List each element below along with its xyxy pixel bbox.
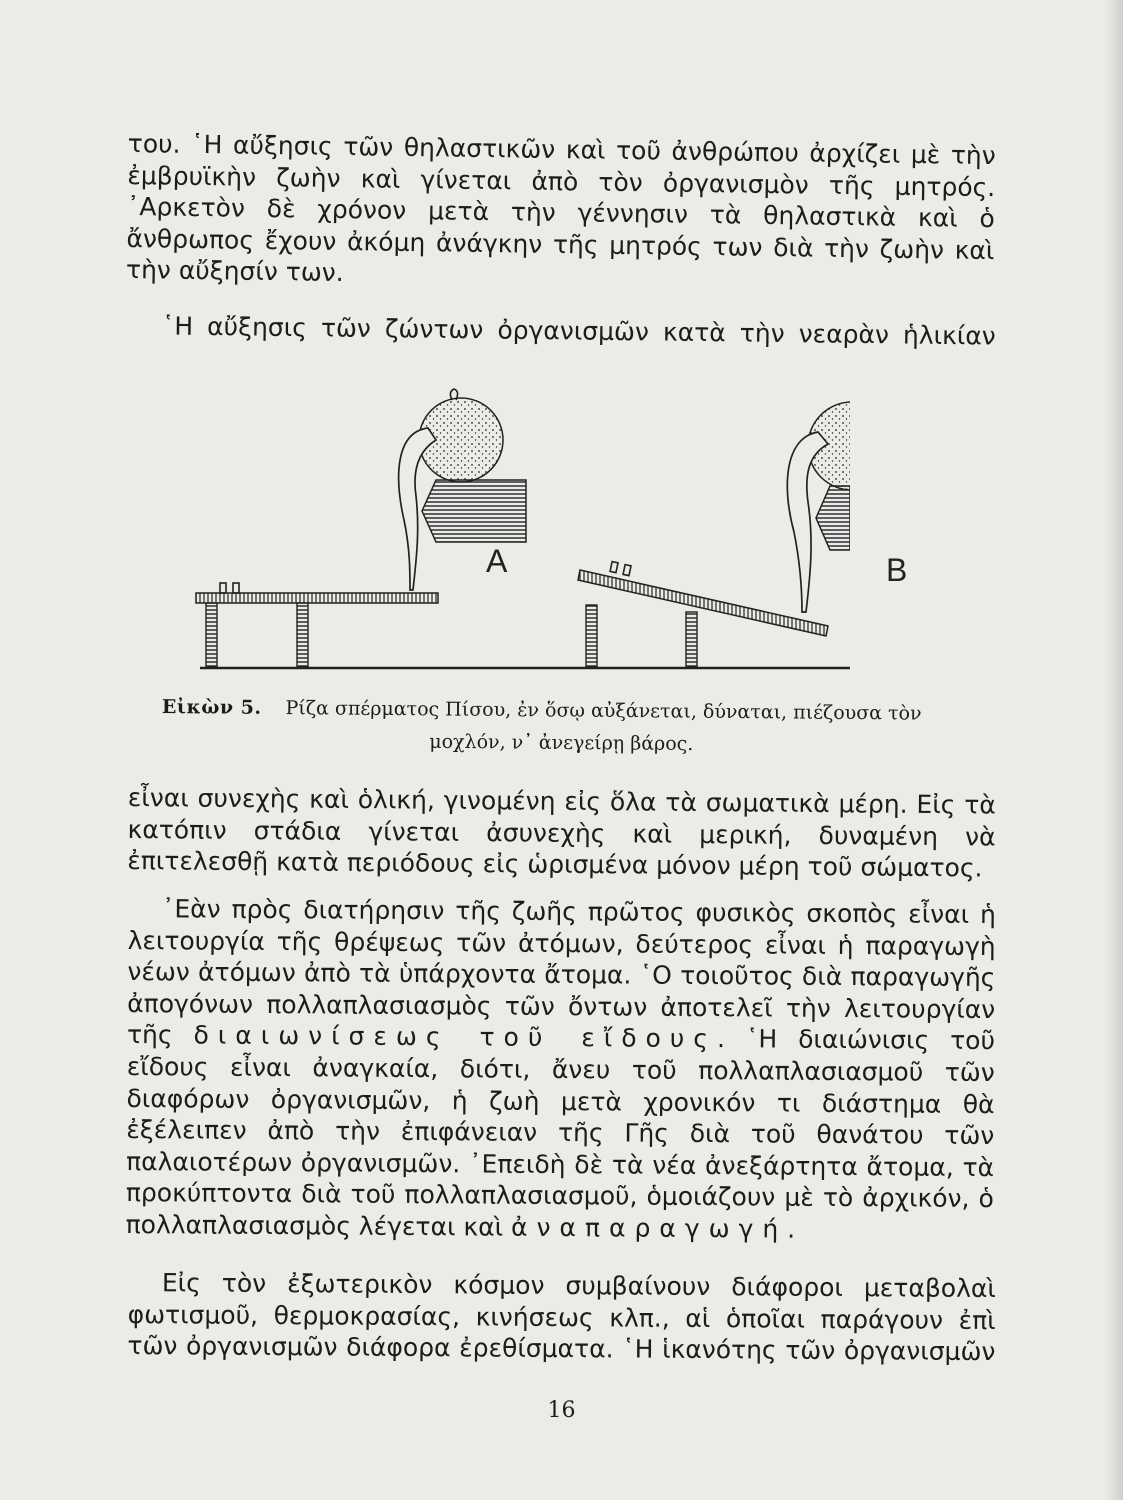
figure-caption-label: Εἰκὼν 5.	[161, 695, 262, 719]
figure-5-illustration	[190, 372, 850, 682]
shelf-b	[816, 486, 850, 550]
paragraph-4-part-1: ᾿Εὰν πρὸς διατήρησιν τῆς ζωῆς πρῶτος φυσικὸς σκοπὸς εἶναι ἡ λειτουργία τῆς θρέψεως τῶν ἀτόμων, δεύτερος εἶναι ἡ παραγωγὴ νέων ἀτόμων ἀπὸ τὰ ὑπάρχοντα ἄτομα. ῾Ο τοιοῦτος διὰ παραγωγῆς ἀπογόνων πολλαπλασιασμὸς τῶν ὄντων ἀποτελεῖ τὴν λειτουργίαν τῆς	[126, 894, 996, 1050]
panel-a-apparatus	[196, 389, 526, 667]
figure-caption-line-1	[162, 693, 962, 728]
shelf-a	[422, 480, 526, 542]
paragraph-4-part-2: . ῾Η διαιώνισις τοῦ εἴδους εἶναι ἀναγκαία, διότι, ἄνευ τοῦ πολλαπλασιασμοῦ τῶν διαφόρων ὀργανισμῶν, ἡ ζωὴ μετὰ χρονικόν τι διάστημα θὰ ἐξέλειπεν ἀπὸ τὴν ἐπιφάνειαν τῆς Γῆς διὰ τοῦ θανάτου τῶν παλαιοτέρων ὀργανισμῶν. ᾿Επειδὴ δὲ τὰ νέα ἀνεξάρτητα ἄτομα, τὰ προκύπτοντα διὰ τοῦ πολλαπλασιασμοῦ, ὁμοιάζουν μὲ τὸ ἀρχικόν, ὁ πολλαπλασιασμὸς λέγεται καὶ	[125, 1024, 996, 1242]
support-a-mid	[297, 603, 308, 667]
label-b: B	[886, 552, 908, 588]
support-b-mid	[686, 612, 697, 667]
lever-a	[196, 593, 438, 603]
weight-b-1	[610, 562, 618, 573]
emphasis-diaionisis: διαιωνίσεως τοῦ εἴδους	[193, 1020, 718, 1054]
paragraph-3: εἶναι συνεχὴς καὶ ὁλική, γινομένη εἰς ὅλα τὰ σωματικὰ μέρη. Εἰς τὰ κατόπιν στάδια γίνεται ἀσυνεχὴς καὶ μερική, δυναμένη νὰ ἐπιτελεσθῇ κατὰ περιόδους εἰς ὡρισμένα μόνον μέρη τοῦ σώματος.	[127, 782, 996, 883]
support-b-left	[586, 605, 597, 667]
paragraph-2-start: ῾Η αὔξησις τῶν ζώντων ὀργανισμῶν κατὰ τὴν νεαρὰν ἡλικίαν	[161, 311, 996, 351]
figure-caption-text: Ρίζα σπέρματος Πίσου, ἐν ὅσῳ αὐξάνεται, δύναται, πιέζουσα τὸν	[285, 697, 922, 725]
paragraph-5: Εἰς τὸν ἐξωτερικὸν κόσμον συμβαίνουν διάφοροι μεταβολαὶ φωτισμοῦ, θερμοκρασίας, κινήσεως κλπ., αἱ ὁποῖαι παράγουν ἐπὶ τῶν ὀργανισμῶν διάφορα ἐρεθίσματα. ῾Η ἱκανότης τῶν ὀργανισμῶν	[127, 1268, 996, 1367]
panel-b-apparatus	[578, 402, 850, 667]
lever-b	[578, 570, 828, 636]
support-a-left	[206, 603, 217, 667]
label-a: A	[486, 543, 508, 579]
emphasis-anaparagogi: ἀναπαραγωγή	[510, 1212, 788, 1244]
paragraph-1: του. ῾Η αὔξησις τῶν θηλαστικῶν καὶ τοῦ ἀνθρώπου ἀρχίζει μὲ τὴν ἐμβρυϊκὴν ζωὴν καὶ γίνεται ἀπὸ τὸν ὀργανισμὸν τῆς μητρός. ᾿Αρκετὸν δὲ χρόνον μετὰ τὴν γέννησιν τὰ θηλαστικὰ καὶ ὁ ἄνθρωπος ἔχουν ἀκόμη ἀνάγκην τῆς μητρός των διὰ τὴν ζωὴν καὶ τὴν αὔξησίν των.	[125, 128, 996, 288]
page-number: 16	[547, 1398, 576, 1423]
weight-a-1	[220, 583, 226, 593]
paragraph-4-part-3: .	[787, 1214, 796, 1244]
figure-caption-line-2: μοχλόν, ν᾿ ἀνεγείρῃ βάρος.	[429, 730, 694, 756]
paragraph-4	[126, 893, 996, 1247]
weight-a-2	[233, 583, 239, 593]
weight-b-2	[623, 565, 631, 576]
